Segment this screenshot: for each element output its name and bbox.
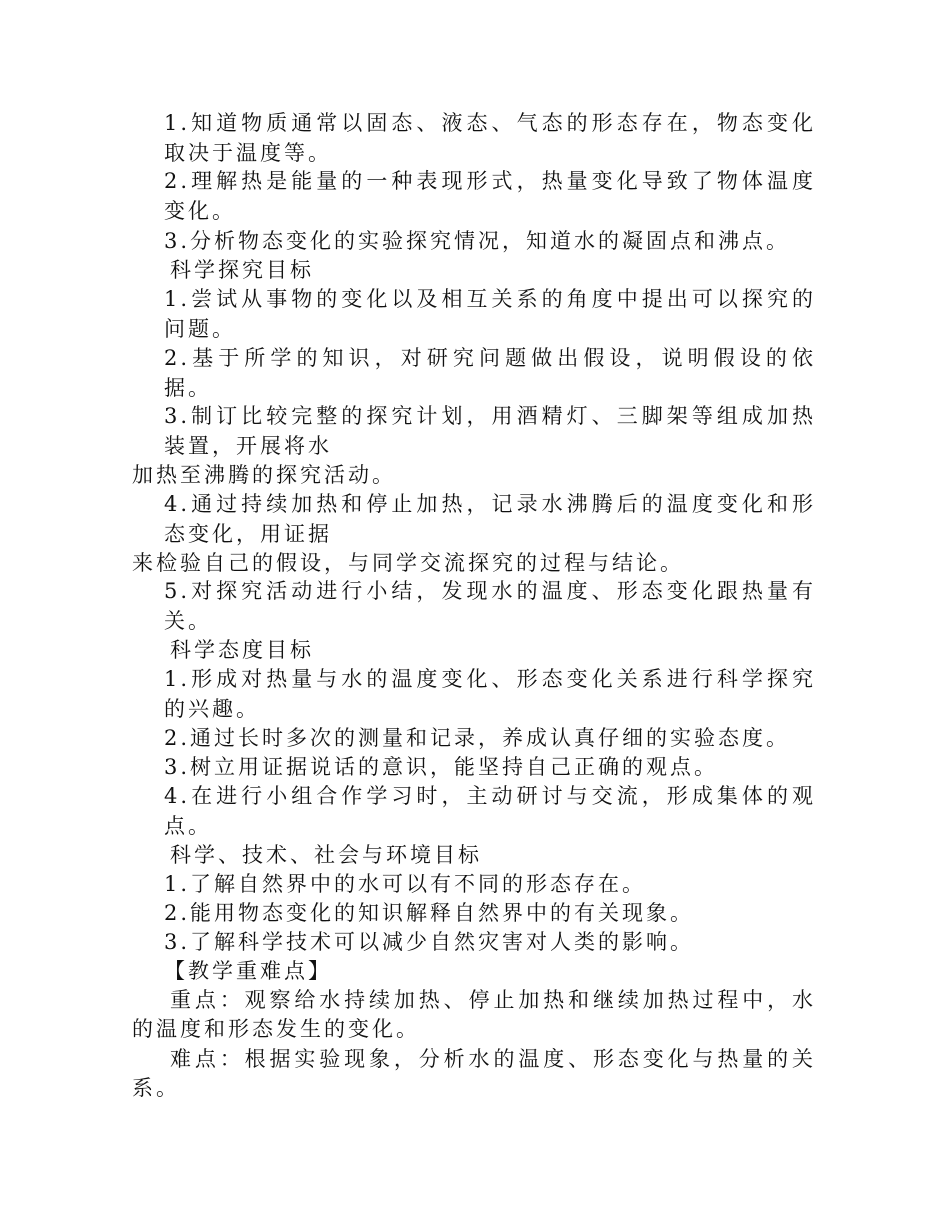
text-line: 点。	[164, 814, 212, 838]
text-line: 系。	[132, 1076, 180, 1100]
text-line: 据。	[164, 376, 212, 400]
text-line: 1.尝试从事物的变化以及相互关系的角度中提出可以探究的	[164, 287, 816, 311]
text-line: 重点：观察给水持续加热、停止加热和继续加热过程中，水	[170, 988, 816, 1012]
text-line: 3.了解科学技术可以减少自然灾害对人类的影响。	[164, 930, 695, 954]
text-line: 3.分析物态变化的实验探究情况，知道水的凝固点和沸点。	[164, 229, 791, 253]
section-heading: 科学探究目标	[170, 258, 314, 282]
text-line: 2.基于所学的知识，对研究问题做出假设，说明假设的依	[164, 346, 816, 370]
text-line: 2.通过长时多次的测量和记录，养成认真仔细的实验态度。	[164, 726, 791, 750]
section-heading: 科学、技术、社会与环境目标	[170, 843, 482, 867]
text-line: 装置，开展将水	[164, 434, 332, 458]
section-heading: 科学态度目标	[170, 638, 314, 662]
text-line: 4.在进行小组合作学习时，主动研讨与交流，形成集体的观	[164, 784, 816, 808]
text-line: 1.知道物质通常以固态、液态、气态的形态存在，物态变化	[164, 111, 816, 135]
text-line: 问题。	[164, 317, 236, 341]
text-line: 变化。	[164, 199, 236, 223]
section-heading: 【教学重难点】	[164, 959, 332, 983]
text-line: 5.对探究活动进行小结，发现水的温度、形态变化跟热量有	[164, 579, 816, 603]
text-line: 加热至沸腾的探究活动。	[132, 463, 396, 487]
text-line: 4.通过持续加热和停止加热，记录水沸腾后的温度变化和形	[164, 492, 816, 516]
text-line: 难点：根据实验现象，分析水的温度、形态变化与热量的关	[170, 1047, 816, 1071]
text-line: 的兴趣。	[164, 697, 260, 721]
text-line: 态变化，用证据	[164, 522, 332, 546]
text-line: 来检验自己的假设，与同学交流探究的过程与结论。	[132, 551, 684, 575]
text-line: 的温度和形态发生的变化。	[132, 1017, 420, 1041]
text-line: 3.制订比较完整的探究计划，用酒精灯、三脚架等组成加热	[164, 404, 816, 428]
text-line: 关。	[164, 609, 212, 633]
text-line: 1.了解自然界中的水可以有不同的形态存在。	[164, 872, 647, 896]
text-line: 1.形成对热量与水的温度变化、形态变化关系进行科学探究	[164, 667, 816, 691]
text-line: 3.树立用证据说话的意识，能坚持自己正确的观点。	[164, 755, 719, 779]
text-line: 取决于温度等。	[164, 141, 332, 165]
text-line: 2.能用物态变化的知识解释自然界中的有关现象。	[164, 901, 695, 925]
text-line: 2.理解热是能量的一种表现形式，热量变化导致了物体温度	[164, 169, 816, 193]
